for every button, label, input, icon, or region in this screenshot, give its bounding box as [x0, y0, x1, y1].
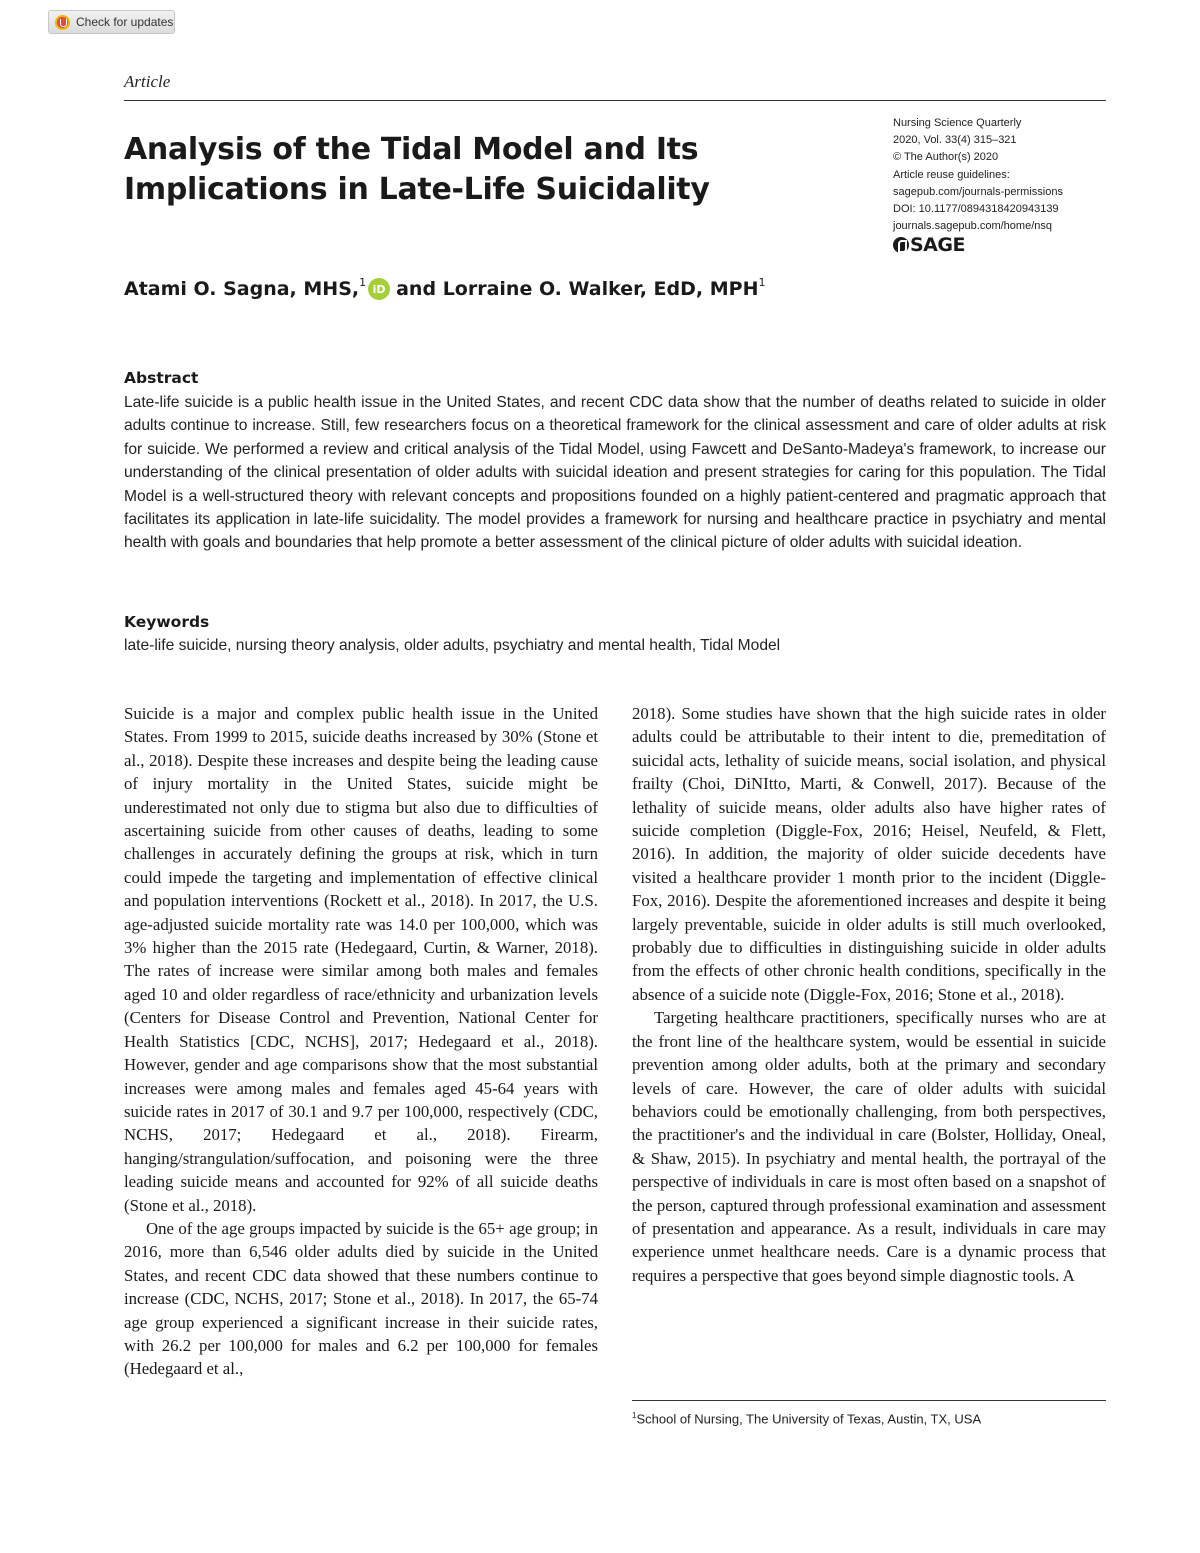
orcid-icon[interactable]: iD	[368, 278, 390, 300]
permissions-link[interactable]: sagepub.com/journals-permissions	[893, 185, 1063, 198]
journal-volume: 2020, Vol. 33(4) 315–321	[893, 134, 1017, 147]
crossmark-icon	[55, 15, 70, 30]
body-column-right	[632, 702, 1106, 1287]
author-2-affiliation: 1	[758, 276, 766, 289]
footnote-divider	[632, 1400, 1106, 1401]
article-title: Analysis of the Tidal Model and Its Implications in Late-Life Suicidality	[124, 132, 710, 207]
author-1-affiliation: 1	[359, 276, 367, 289]
journal-info	[893, 115, 1063, 235]
body-column-left	[124, 702, 598, 1381]
copyright-notice: © The Author(s) 2020	[893, 151, 999, 164]
journal-home-link[interactable]: journals.sagepub.com/home/nsq	[893, 220, 1052, 233]
footnote-marker: 1	[632, 1411, 637, 1420]
body-paragraph: One of the age groups impacted by suicide is the 65+ age group; in 2016, more than 6,546 older adults died by suicide in the United States, and recent CDC data showed that these numbers continue to increase (CDC, NCHS, 2017; Stone et al., 2018). In 2017, the 65-74 age group experienced a significant increase in their suicide rates, with 26.2 per 100,000 for males and 6.2 per 100,000 for females (Hedegaard et al.,	[124, 1218, 598, 1379]
body-paragraph: Targeting healthcare practitioners, specifically nurses who are at the front line of the healthcare system, would be essential in suicide prevention among older adults, both at the primary and secondary levels of care. However, the care of older adults with suicidal behaviors could be emotionally challenging, from both perspectives, the practitioner's and the individual in care (Bolster, Holliday, Oneal, & Shaw, 2015). In psychiatry and mental health, the portrayal of the perspective of individuals in care is most often based on a snapshot of the person, captured through professional examination and assessment of presentation and appearance. As a result, individuals in care may experience unmet healthcare needs. Care is a dynamic process that requires a perspective that goes beyond simple diagnostic tools. A	[632, 1008, 1106, 1285]
reuse-guidelines-label: Article reuse guidelines:	[893, 168, 1010, 181]
sage-logo-icon	[893, 237, 909, 253]
keywords-text: late-life suicide, nursing theory analysis, older adults, psychiatry and mental health, Tidal Model	[124, 637, 781, 654]
abstract-heading: Abstract	[124, 369, 199, 387]
abstract-text: Late-life suicide is a public health issue in the United States, and recent CDC data show that the number of deaths related to suicide in older adults continue to increase. Still, few researchers focus on a theoretical framework for the clinical assessment and care of older adults at risk for suicide. We performed a review and critical analysis of the Tidal Model, using Fawcett and DeSanto-Madeya's framework, to increase our understanding of the clinical presentation of older adults with suicidal ideation and present strategies for caring for this population. The Tidal Model is a well-structured theory with relevant concepts and propositions founded on a highly patient-centered and pragmatic approach that facilitates its application in late-life suicidality. The model provides a framework for nursing and healthcare practice in psychiatry and mental health with goals and boundaries that help promote a better assessment of the clinical picture of older adults with suicidal ideation.	[124, 394, 1106, 552]
body-paragraph: 2018). Some studies have shown that the high suicide rates in older adults could be attributable to their intent to die, premeditation of suicidal acts, lethality of suicide means, social isolation, and physical frailty (Choi, DiNItto, Marti, & Conwell, 2017). Because of the lethality of suicide means, older adults also have higher rates of suicide completion (Diggle-Fox, 2016; Heisel, Neufeld, & Flett, 2016). In addition, the majority of older suicide decedents have visited a healthcare provider 1 month prior to the incident (Diggle-Fox, 2016). Despite the aforementioned increases and despite it being largely preventable, suicide in older adults is still much overlooked, probably due to difficulties in distinguishing suicide in older adults from the effects of other chronic health conditions, specifically in the absence of a suicide note (Diggle-Fox, 2016; Stone et al., 2018).	[632, 704, 1106, 1004]
keywords-heading: Keywords	[124, 613, 210, 631]
sage-logo	[893, 234, 965, 256]
author-2-name: Lorraine O. Walker, EdD, MPH	[442, 278, 759, 300]
header-divider	[124, 100, 1106, 101]
check-for-updates-label: Check for updates	[76, 15, 174, 29]
body-paragraph: Suicide is a major and complex public health issue in the United States. From 1999 to 2015, suicide deaths increased by 30% (Stone et al., 2018). Despite these increases and despite being the leading cause of injury mortality in the United States, suicide might be underestimated not only due to stigma but also due to difficulties of ascertaining suicide from other causes of deaths, leading to some challenges in accurately defining the groups at risk, which in turn could impede the targeting and implementation of effective clinical and population interventions (Rockett et al., 2018). In 2017, the U.S. age-adjusted suicide mortality rate was 14.0 per 100,000, which was 3% higher than the 2015 rate (Hedegaard, Curtin, & Warner, 2018). The rates of increase were similar among both males and females aged 10 and older regardless of race/ethnicity and urbanization levels (Centers for Disease Control and Prevention, National Center for Health Statistics [CDC, NCHS], 2017; Hedegaard et al., 2018). However, gender and age comparisons show that the most substantial increases were among males and females aged 45-64 years with suicide rates in 2017 of 30.1 and 9.7 per 100,000, respectively (CDC, NCHS, 2017; Hedegaard et al., 2018). Firearm, hanging/strangulation/suffocation, and poisoning were the three leading suicide means and accounted for 92% of all suicide deaths (Stone et al., 2018).	[124, 704, 598, 1215]
article-type-label: Article	[124, 72, 171, 91]
sage-logo-text: SAGE	[910, 234, 965, 256]
doi-link[interactable]: DOI: 10.1177/0894318420943139	[893, 203, 1059, 216]
footnote-text: School of Nursing, The University of Texas, Austin, TX, USA	[636, 1411, 982, 1427]
journal-name: Nursing Science Quarterly	[893, 117, 1022, 129]
author-1-name: Atami O. Sagna, MHS,	[124, 278, 360, 300]
affiliation-footnote	[632, 1411, 981, 1426]
author-line	[124, 278, 765, 300]
check-for-updates-button[interactable]	[48, 10, 175, 34]
author-connector: and	[396, 278, 437, 300]
